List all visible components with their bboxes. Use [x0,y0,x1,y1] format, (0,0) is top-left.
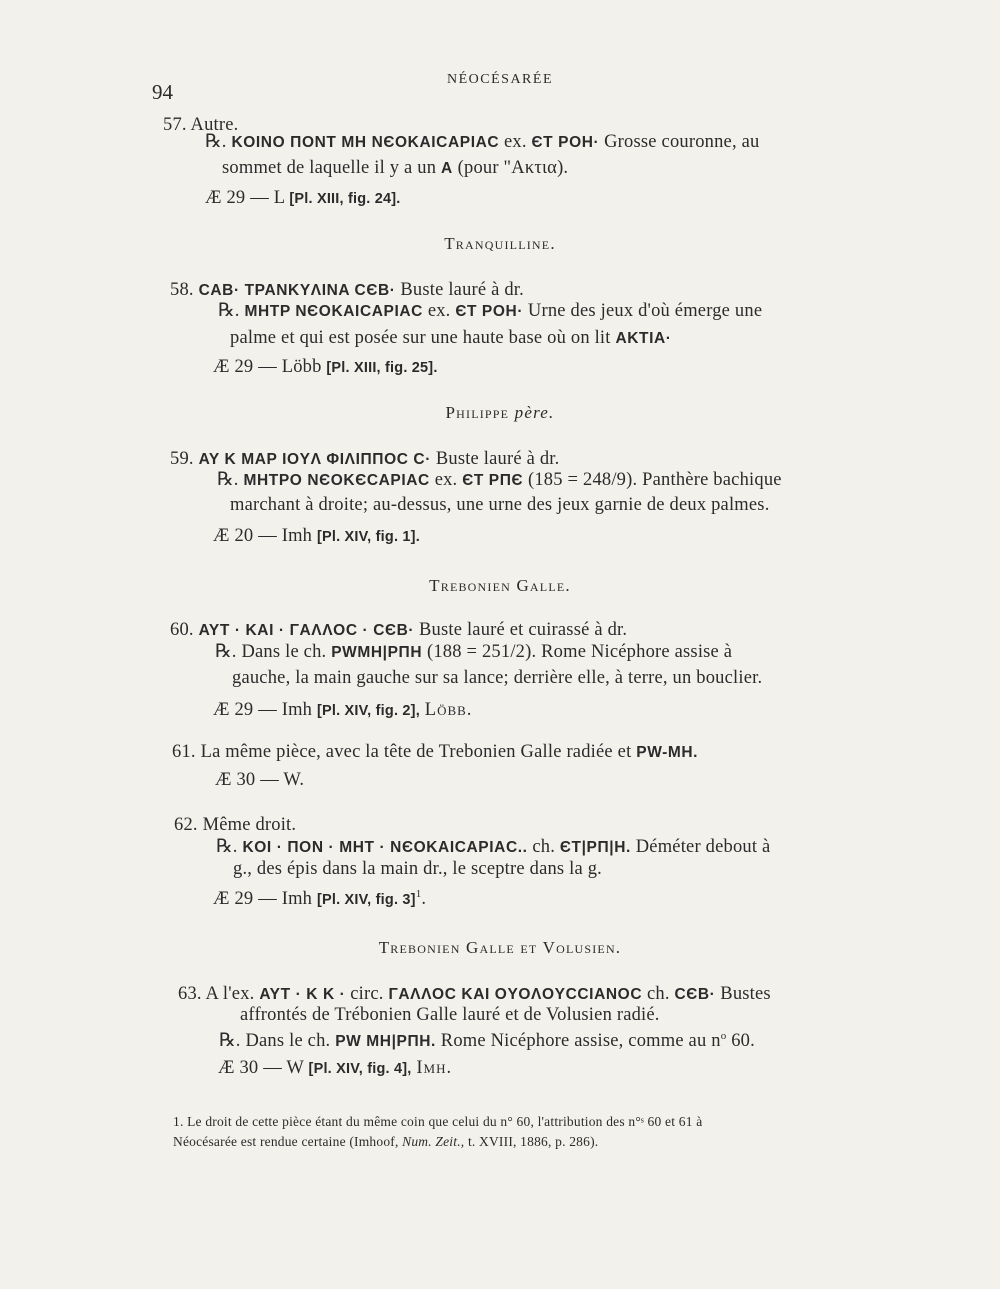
entry-57-reverse-cont: sommet de laquelle il y a un A (pour "Ακτια). [222,158,569,178]
entry-57-obverse: 57. Autre. [163,115,239,135]
entry-58-reverse: ℞. MHTP NЄOKAICAPIAC ex. ЄT POH· Urne des jeux d'où émerge une [218,301,763,321]
footnote-line-2: Néocésarée est rendue certaine (Imhoof, Num. Zeit., t. XVIII, 1886, p. 286). [173,1134,599,1149]
heading-philippe: Philippe père. [445,403,555,422]
entry-63-obverse: 63. A l'ex. AYT · K K · circ. ΓAΛΛOC KAI OYOΛOYCCIANOC ch. CЄB· Bustes [178,984,771,1004]
entry-61-text: 61. La même pièce, avec la tête de Trebonien Galle radiée et PW-MH. [172,742,699,762]
entry-60-reverse: ℞. Dans le ch. PWMH|PΠH (188 = 251/2). Rome Nicéphore assise à [215,642,733,662]
entry-58-obverse: 58. CAB· TPANKYΛINA CЄB· Buste lauré à dr. [170,280,524,300]
entry-59-reverse: ℞. MHTPO NЄOKЄCAPIAC ex. ЄT PΠЄ (185 = 248/9). Panthère bachique [217,470,782,490]
entry-59-reverse-cont: marchant à droite; au-dessus, une urne des jeux garnie de deux palmes. [230,495,770,515]
entry-61-metal: Æ 30 — W. [215,770,305,790]
entry-60-obverse: 60. AYT · KAI · ΓAΛΛOC · CЄB· Buste lauré et cuirassé à dr. [170,620,628,640]
entry-58-reverse-cont: palme et qui est posée sur une haute base où on lit AKTIA· [230,328,672,348]
entry-57-reverse: ℞. KOINO ΠONT MH NЄOKAICAPIAC ex. ЄT POH· Grosse couronne, au [205,132,760,152]
entry-62-reverse: ℞. KOI · ΠON · MHT · NЄOKAICAPIAC.. ch. ЄT|PΠ|H. Déméter debout à [216,837,771,857]
entry-60-metal: Æ 29 — Imh [Pl. XIV, fig. 2], Löbb. [213,700,473,720]
entry-62-metal: Æ 29 — Imh [Pl. XIV, fig. 3]$^1$. [213,888,427,910]
entry-63-obverse-cont: affrontés de Trébonien Galle lauré et de Volusien radié. [240,1005,660,1025]
footnote-ref: 1 [415,888,422,900]
entry-62-obverse: 62. Même droit. [174,815,297,835]
entry-59-metal: Æ 20 — Imh [Pl. XIV, fig. 1]. [213,526,420,546]
footnote-line-1: 1. Le droit de cette pièce étant du même coin que celui du n° 60, l'attribution des n°ˢ 60 et 61 à [173,1114,703,1129]
running-head: NÉOCÉSARÉE [447,72,553,87]
entry-58-metal: Æ 29 — Löbb [Pl. XIII, fig. 25]. [213,357,438,377]
entry-63-reverse: ℞. Dans le ch. PW MH|PΠH. Rome Nicéphore assise, comme au $n^o$ 60. [219,1030,755,1052]
page-number: 94 [152,80,173,104]
entry-59-obverse: 59. AY K MAP IOYΛ ΦIΛIΠΠOC C· Buste lauré à dr. [170,449,560,469]
heading-trebonien: Trebonien Galle. [429,576,571,595]
entry-62-reverse-cont: g., des épis dans la main dr., le sceptre dans la g. [233,859,602,879]
entry-57-metal: Æ 29 — L [Pl. XIII, fig. 24]. [205,188,401,208]
entry-60-reverse-cont: gauche, la main gauche sur sa lance; derrière elle, à terre, un bouclier. [232,668,763,688]
entry-63-metal: Æ 30 — W [Pl. XIV, fig. 4], Imh. [218,1058,453,1078]
heading-tranquilline: Tranquilline. [444,234,556,253]
heading-trebonien-volusien: Trebonien Galle et Volusien. [378,938,622,957]
